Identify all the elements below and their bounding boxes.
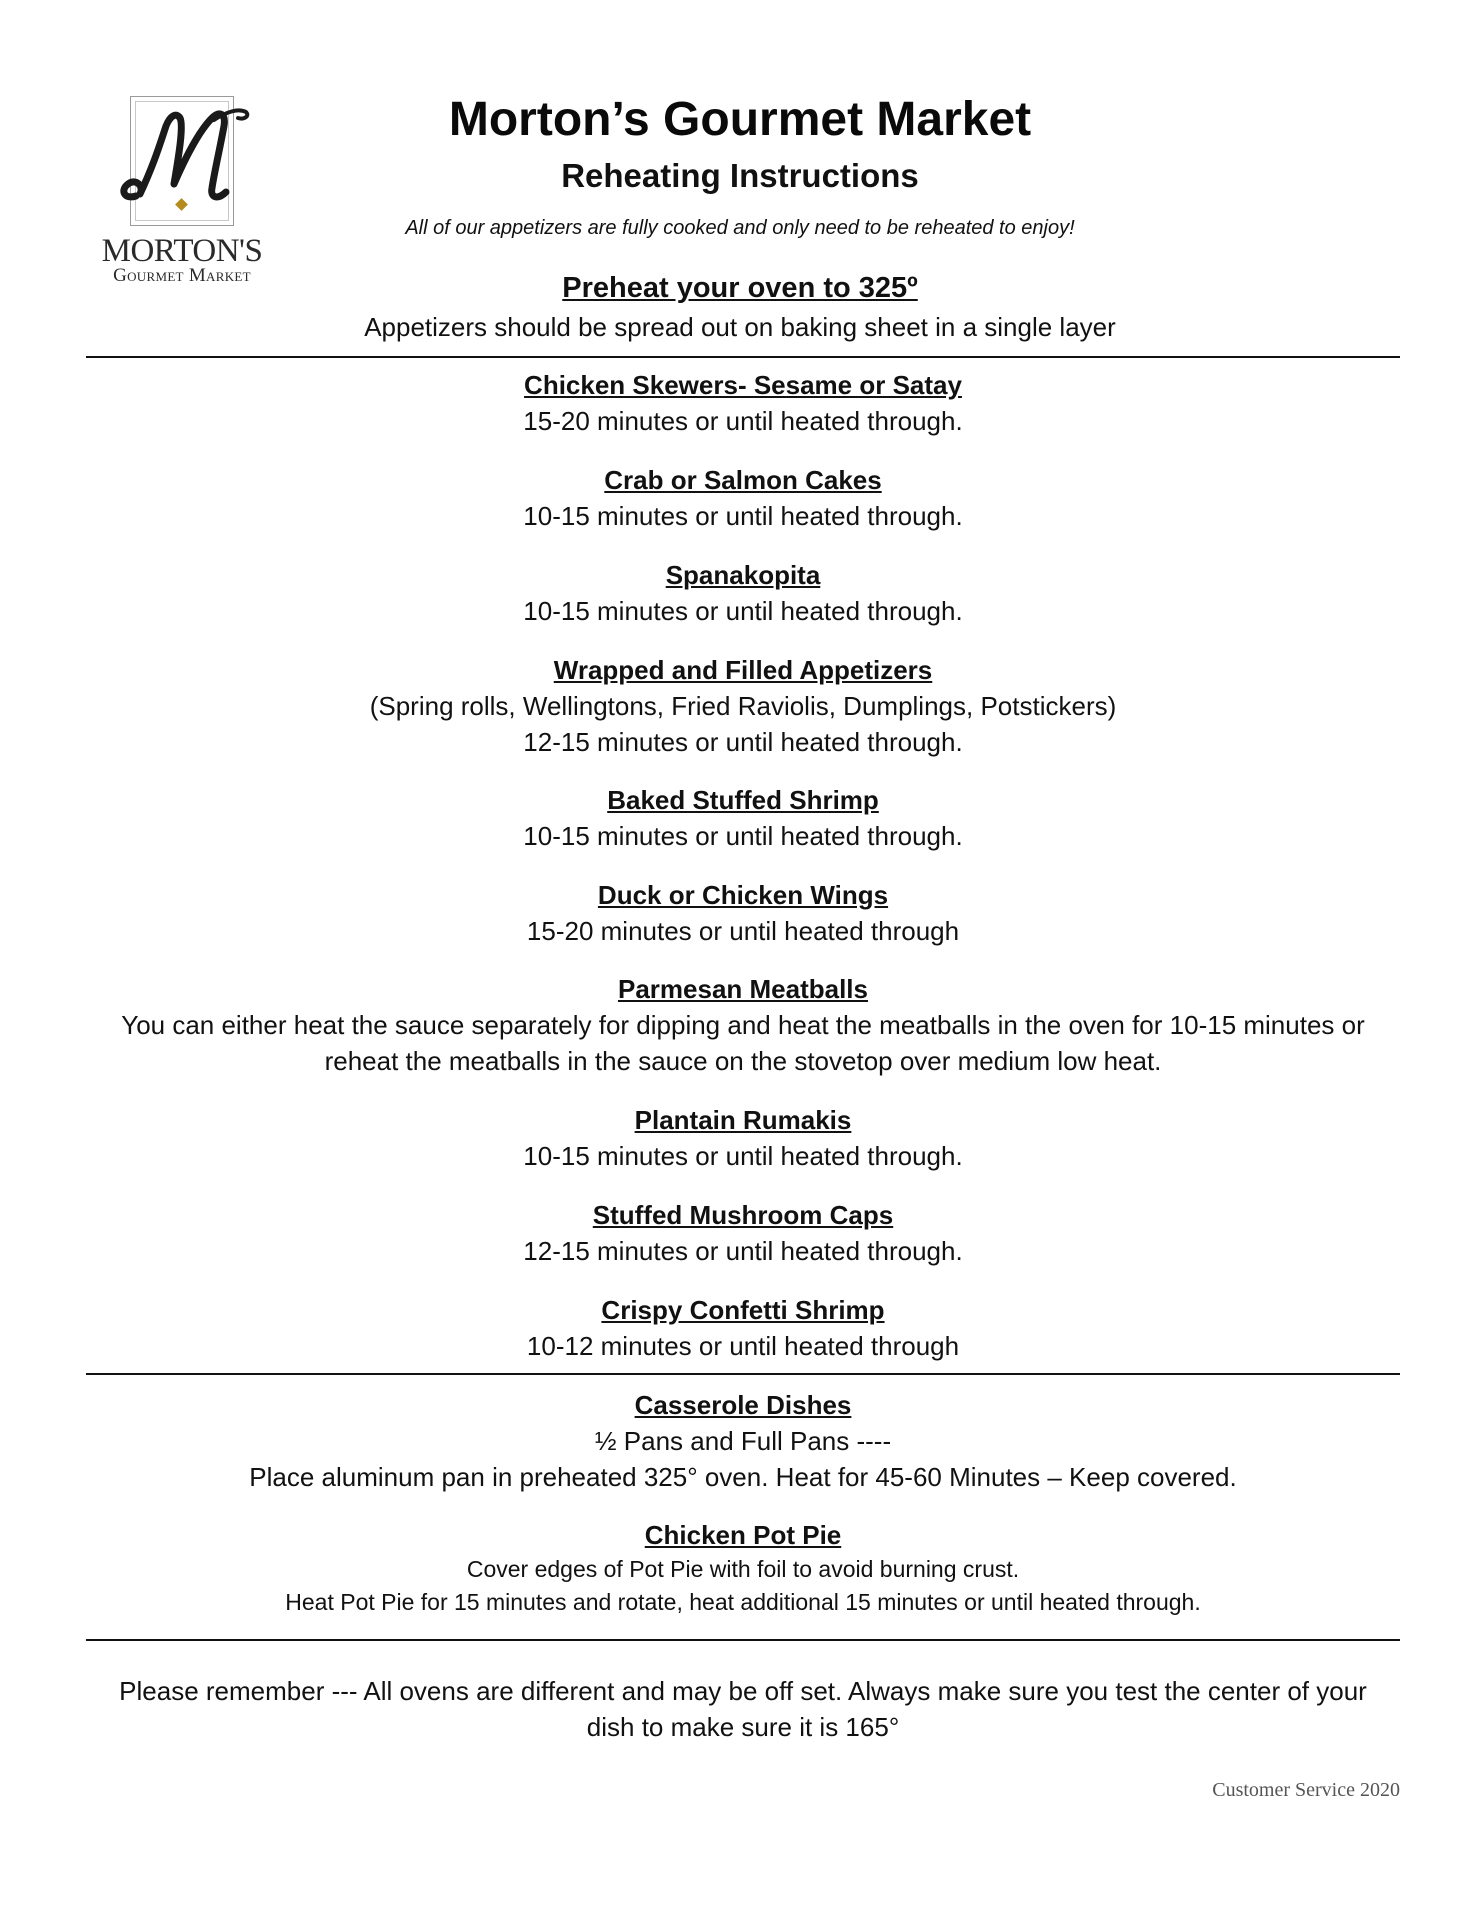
item-title: Chicken Skewers- Sesame or Satay — [524, 370, 962, 400]
item-title: Crab or Salmon Cakes — [604, 465, 882, 495]
item-title: Crispy Confetti Shrimp — [601, 1295, 885, 1325]
spread-instruction: Appetizers should be spread out on baking sheet in a single layer — [364, 312, 1116, 342]
item-title: Wrapped and Filled Appetizers — [553, 655, 933, 685]
item-title: Spanakopita — [665, 560, 821, 590]
logo-name: MORTON'S — [101, 233, 263, 269]
reminder-line: dish to make sure it is 165° — [586, 1712, 900, 1742]
item-text: 10-15 minutes or until heated through. — [523, 501, 963, 531]
appetizer-item — [86, 1197, 1400, 1269]
logo-subtitle: Gourmet Market — [113, 265, 251, 286]
item-title: Stuffed Mushroom Caps — [592, 1200, 894, 1230]
reminder-note — [86, 1673, 1400, 1745]
divider — [86, 1639, 1400, 1641]
item-title: Casserole Dishes — [634, 1390, 852, 1420]
item-text: Cover edges of Pot Pie with foil to avoid burning crust. — [466, 1556, 1020, 1582]
appetizer-item — [86, 652, 1400, 760]
reminder-line: Please remember --- All ovens are different and may be off set. Always make sure you test the center of your — [119, 1676, 1367, 1706]
item-text: reheat the meatballs in the sauce on the stovetop over medium low heat. — [324, 1046, 1162, 1076]
item-text: 10-15 minutes or until heated through. — [523, 1141, 963, 1171]
pot-pie-section — [86, 1517, 1400, 1619]
item-text: 15-20 minutes or until heated through. — [523, 406, 963, 436]
page-subtitle: Reheating Instructions — [561, 157, 919, 194]
appetizer-item — [86, 367, 1400, 439]
item-text: (Spring rolls, Wellingtons, Fried Raviolis, Dumplings, Potstickers) — [369, 691, 1117, 721]
appetizer-item — [86, 971, 1400, 1079]
item-text: 12-15 minutes or until heated through. — [523, 727, 963, 757]
casserole-section — [86, 1387, 1400, 1495]
mortons-logo — [96, 96, 268, 286]
item-text: 12-15 minutes or until heated through. — [523, 1236, 963, 1266]
item-title: Duck or Chicken Wings — [597, 880, 889, 910]
item-text: Heat Pot Pie for 15 minutes and rotate, heat additional 15 minutes or until heated through. — [285, 1589, 1201, 1615]
item-text: ½ Pans and Full Pans ---- — [594, 1426, 892, 1456]
item-title: Parmesan Meatballs — [617, 974, 868, 1004]
item-title: Baked Stuffed Shrimp — [607, 785, 879, 815]
script-m-monogram — [114, 104, 254, 214]
footer-label: Customer Service 2020 — [1212, 1779, 1400, 1801]
preheat-heading: Preheat your oven to 325º — [562, 272, 918, 304]
appetizer-item — [86, 782, 1400, 854]
item-text: 10-12 minutes or until heated through — [526, 1331, 960, 1361]
appetizer-item — [86, 877, 1400, 949]
item-title: Chicken Pot Pie — [644, 1520, 842, 1550]
divider — [86, 1373, 1400, 1375]
item-text: 15-20 minutes or until heated through — [526, 916, 960, 946]
item-text: 10-15 minutes or until heated through. — [523, 596, 963, 626]
appetizer-item — [86, 1292, 1400, 1364]
tagline: All of our appetizers are fully cooked and only need to be reheated to enjoy! — [405, 217, 1075, 239]
item-text: You can either heat the sauce separately for dipping and heat the meatballs in the oven for 10-15 minutes or — [121, 1010, 1365, 1040]
item-text: Place aluminum pan in preheated 325° oven. Heat for 45-60 Minutes – Keep covered. — [249, 1462, 1237, 1492]
item-title: Plantain Rumakis — [634, 1105, 852, 1135]
divider — [86, 356, 1400, 358]
appetizer-item — [86, 1102, 1400, 1174]
appetizer-item — [86, 557, 1400, 629]
appetizer-item — [86, 462, 1400, 534]
page-title: Morton’s Gourmet Market — [448, 93, 1032, 146]
item-text: 10-15 minutes or until heated through. — [523, 821, 963, 851]
